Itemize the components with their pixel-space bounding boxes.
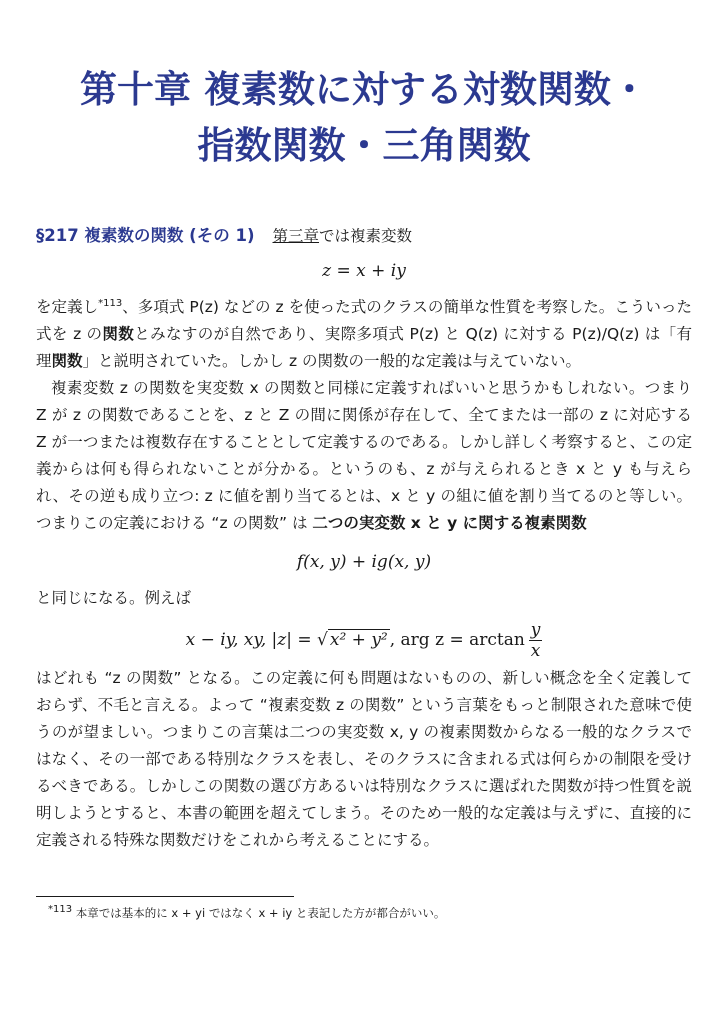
chapter-title xyxy=(36,0,692,174)
eq3-denominator: x xyxy=(530,641,541,661)
section-intro-text: では複素変数 xyxy=(319,227,413,245)
equation-fxy: f(x, y) + ig(x, y) xyxy=(296,552,432,572)
footnote-mark: *113 xyxy=(48,904,73,916)
chapter-reference-link[interactable]: 第三章 xyxy=(272,227,320,245)
eq3-part2: , arg z = arctan xyxy=(389,630,525,650)
footnote-divider xyxy=(36,896,294,897)
p1-bold-rational-function: 関数 xyxy=(51,352,83,370)
equation-z-definition: z = x + iy xyxy=(322,261,406,281)
p2-text: 複素変数 z の関数を実変数 x の関数と同様に定義すればいいと思うかもしれない。つまり Z が z の関数であることを、z と Z の間に関係が存在して、全てまたは一部の z に対応する Z が一つまたは複数存在することとして定義するのである。しかし詳しく考察すると、この定義からは何も得られないことが分かる。というのも、z が与えられるとき x と y も与えられ、その逆も成り立つ: z に値を割り当てるとは、x と y の組に値を割り当てるのと等しい。つまりこの定義における “z の関数” は xyxy=(36,379,692,532)
footnote xyxy=(36,903,692,923)
eq3-fraction xyxy=(529,620,543,661)
eq3-sqrt-radicand: x² + y² xyxy=(329,630,388,650)
chapter-title-line1: 第十章 複素数に対する対数関数・ xyxy=(80,68,648,111)
section-heading: §217 複素数の関数 (その 1) xyxy=(36,226,255,245)
p1-text-d: 」と説明されていた。しかし z の関数の一般的な定義は与えていない。 xyxy=(82,352,582,370)
eq3-numerator: y xyxy=(530,620,541,640)
paragraph-3: と同じになる。例えば xyxy=(36,589,192,607)
page xyxy=(36,0,692,923)
p2-bold-complex-function: 二つの実変数 x と y に関する複素関数 xyxy=(312,514,587,532)
paragraph-4: はどれも “z の関数” となる。この定義に何も問題はないものの、新しい概念を全く定義しておらず、不毛と言える。よって “複素変数 z の関数” という言葉をもっと制限された意味で使うのが望ましい。つまりこの言葉は二つの実変数 x, y の複素関数からなる一般的なクラスではなく、その一部である特別なクラスを表し、そのクラスに含まれる式は何らかの制限を受けるべきである。しかしこの関数の選び方あるいは特別なクラスに選ばれた関数が持つ性質を説明しようとすると、本書の範囲を超えてしまう。そのため一般的な定義は与えずに、直接的に定義される特殊な関数だけをこれから考えることにする。 xyxy=(36,669,692,849)
eq3-part1: x − iy, xy, |z| = √ xyxy=(185,630,328,650)
footnote-reference[interactable]: *113 xyxy=(98,297,123,309)
p1-text-a: を定義し xyxy=(36,298,99,316)
p1-text-c: とみなすのが自然であり、実際多項式 P(z) と Q(z) に対する P(z)/Q(z) は「有理 xyxy=(36,325,692,370)
equation-examples xyxy=(36,620,692,661)
footnote-text: 本章では基本的に x + yi ではなく x + iy と表記した方が都合がいい。 xyxy=(72,906,446,920)
section-line xyxy=(36,224,692,248)
p1-bold-function: 関数 xyxy=(102,325,135,343)
chapter-title-line2: 指数関数・三角関数 xyxy=(197,124,531,167)
paragraph-1 xyxy=(36,294,692,375)
p1-text-b: 、多項式 P(z) などの z を使った式のクラスの簡単な性質を考察した。こういった式を z の xyxy=(36,298,692,343)
paragraph-2 xyxy=(36,375,692,537)
